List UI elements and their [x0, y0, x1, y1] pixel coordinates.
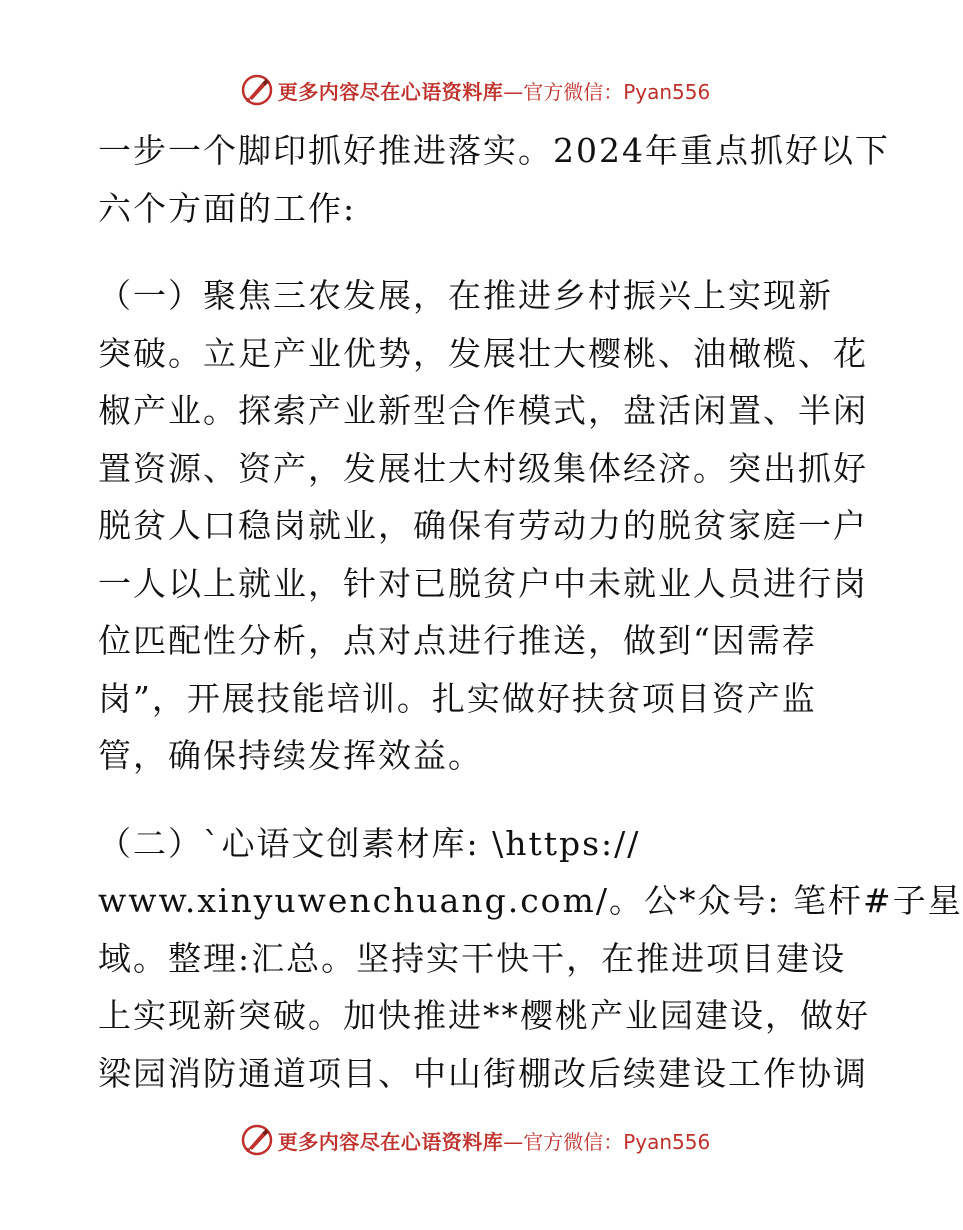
text-line: 一人以上就业，针对已脱贫户中未就业人员进行岗: [98, 563, 868, 603]
paragraph-section-one: [98, 267, 868, 785]
paragraph-intro: [98, 122, 890, 237]
paragraph-section-two: [98, 815, 963, 1103]
text-line: www.xinyuwenchuang.com/。公*众号: 笔杆#子星: [98, 881, 963, 920]
text-line: 突破。立足产业优势，发展壮大樱桃、油橄榄、花: [98, 333, 868, 373]
pen-ink-logo-icon: [240, 73, 274, 107]
footer-banner-text: 更多内容尽在心语资料库: [277, 1129, 504, 1154]
header-banner-text: 更多内容尽在心语资料库: [277, 79, 504, 104]
text-line: 置资源、资产，发展壮大村级集体经济。突出抓好: [98, 448, 868, 488]
text-line: 域。整理:汇总。坚持实干快干，在推进项目建设: [98, 938, 847, 978]
text-line: 梁园消防通道项目、中山街棚改后续建设工作协调: [98, 1053, 868, 1093]
text-line: （二）`心语文创素材库: \https://: [98, 823, 641, 863]
pen-ink-logo-icon: [240, 1123, 274, 1157]
text-line: 上实现新突破。加快推进**樱桃产业园建设，做好: [98, 996, 870, 1035]
header-banner-suffix: —官方微信：Pyan556: [503, 79, 711, 104]
footer-banner: [0, 1120, 950, 1160]
footer-banner-suffix: —官方微信：Pyan556: [503, 1129, 711, 1154]
text-line: 管，确保持续发挥效益。: [98, 736, 483, 775]
text-line: 一步一个脚印抓好推进落实。2024年重点抓好以下: [98, 131, 890, 170]
text-line: （一）聚焦三农发展，在推进乡村振兴上实现新: [98, 276, 833, 315]
text-line: 脱贫人口稳岗就业，确保有劳动力的脱贫家庭一户: [98, 506, 868, 545]
document-body: [98, 122, 963, 1102]
text-line: 位匹配性分析，点对点进行推送，做到“因需荐: [98, 621, 817, 660]
text-line: 六个方面的工作:: [98, 188, 357, 228]
text-line: 岗”，开展技能培训。扎实做好扶贫项目资产监: [98, 678, 817, 718]
text-line: 椒产业。探索产业新型合作模式，盘活闲置、半闲: [98, 391, 868, 430]
header-banner: [0, 70, 950, 110]
